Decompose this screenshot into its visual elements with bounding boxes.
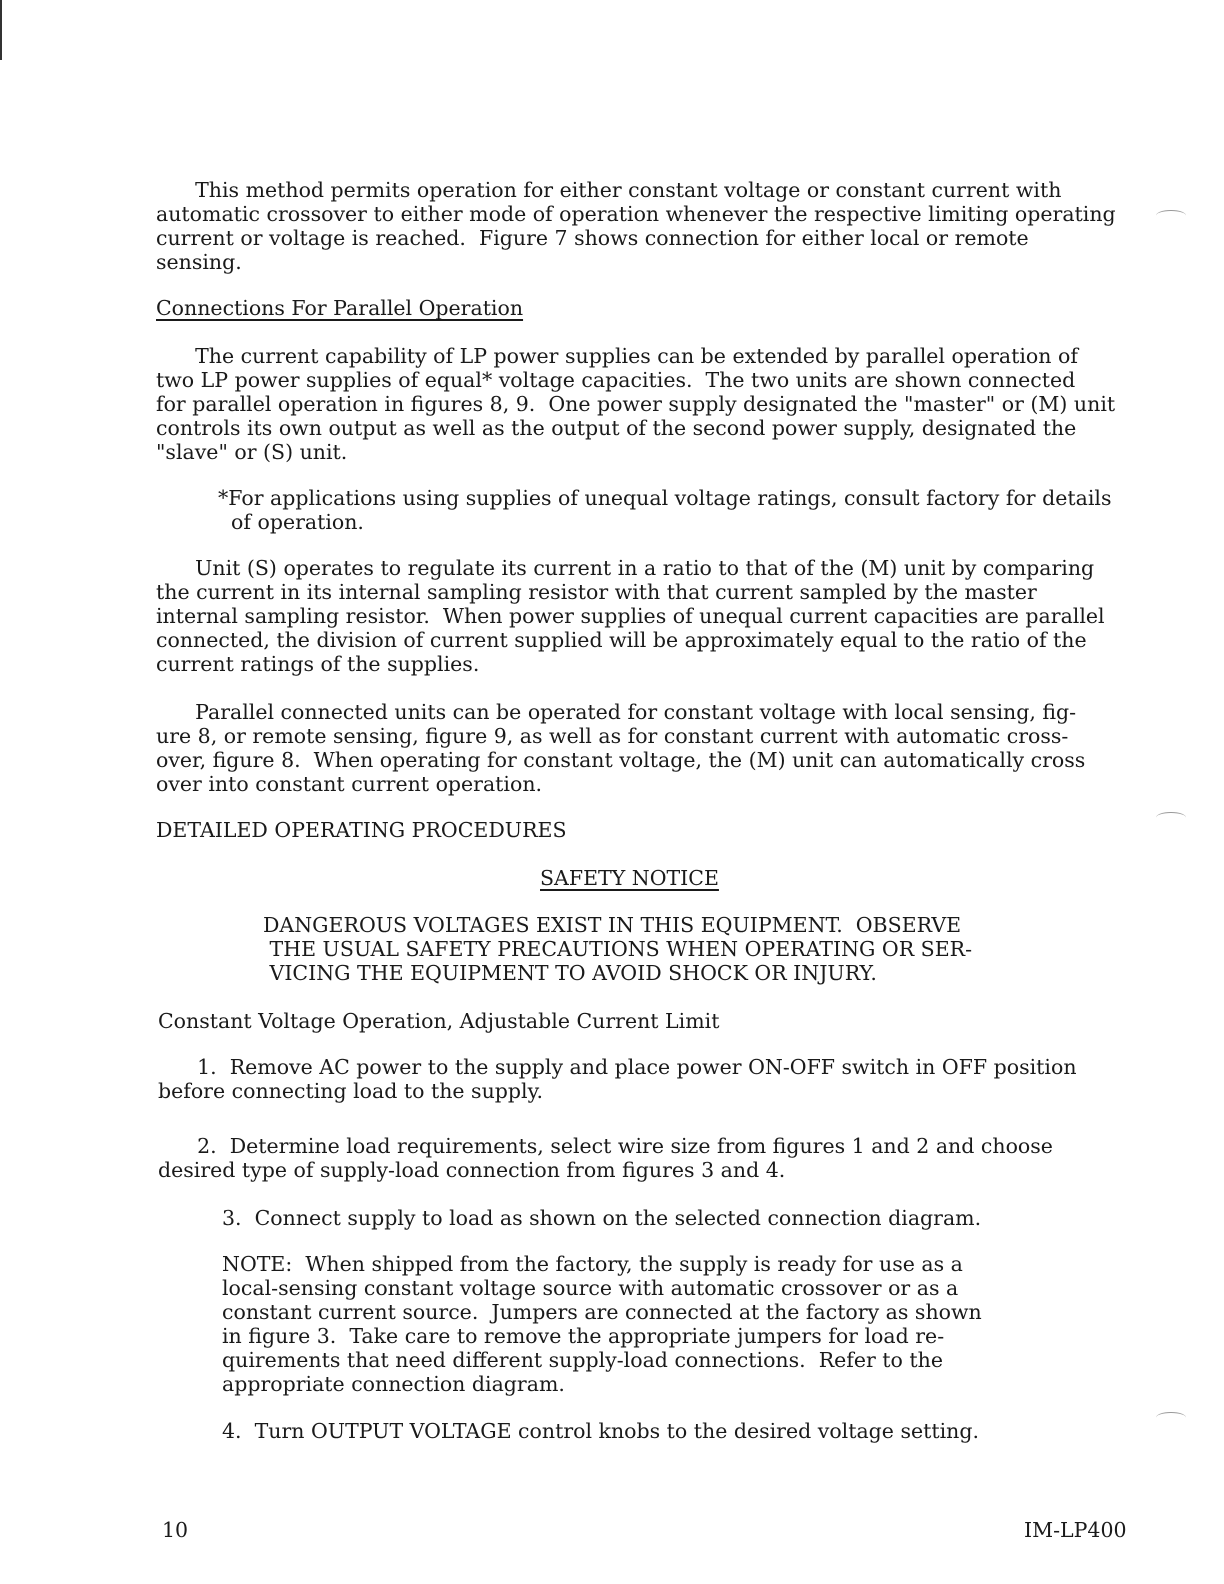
detailed-procedures-heading: DETAILED OPERATING PROCEDURES bbox=[156, 818, 567, 842]
constant-voltage-heading: Constant Voltage Operation, Adjustable Current Limit bbox=[158, 1009, 720, 1033]
safety-notice-text: DANGEROUS VOLTAGES EXIST IN THIS EQUIPMENT. OBSERVE THE USUAL SAFETY PRECAUTIONS WHEN OPERATING OR SER- VICING THE EQUIPMENT TO AVOID SHOCK OR INJURY. bbox=[263, 913, 973, 985]
step-2: 2. Determine load requirements, select wire size from figures 1 and 2 and choose desired type of supply-load connection from figures 3 and 4. bbox=[158, 1134, 1053, 1182]
page-number: 10 bbox=[162, 1518, 189, 1542]
unequal-voltage-footnote: *For applications using supplies of unequal voltage ratings, consult factory for details of operation. bbox=[218, 486, 1112, 534]
binder-hole-mark-3 bbox=[1156, 1412, 1186, 1423]
factory-note: NOTE: When shipped from the factory, the supply is ready for use as a local-sensing constant voltage source with automatic crossover or as a constant current source. Jumpers are connected at the factory as shown in figure 3. Take care to remove the appropriate jumpers for load re- quirements that need different supply-load connections. Refer to the appropriate connection diagram. bbox=[222, 1252, 982, 1396]
parallel-units-paragraph: Parallel connected units can be operated for constant voltage with local sensing, fig- ure 8, or remote sensing, figure 9, as well as for constant current with automatic cross- over, figure 8. When operating for constant voltage, the (M) unit can automatically cross over into constant current operation. bbox=[156, 700, 1086, 796]
document-id: IM-LP400 bbox=[1024, 1518, 1127, 1542]
scan-edge-line bbox=[0, 0, 2, 60]
safety-notice-heading: SAFETY NOTICE bbox=[540, 866, 719, 890]
step-4: 4. Turn OUTPUT VOLTAGE control knobs to the desired voltage setting. bbox=[222, 1419, 979, 1443]
unit-s-paragraph: Unit (S) operates to regulate its current in a ratio to that of the (M) unit by comparing the current in its internal sampling resistor with that current sampled by the master internal sampling resistor. When power supplies of unequal current capacities are parallel connected, the division of current supplied will be approximately equal to the ratio of the current ratings of the supplies. bbox=[156, 556, 1105, 676]
parallel-operation-paragraph: The current capability of LP power supplies can be extended by parallel operation of two LP power supplies of equal* voltage capacities. The two units are shown connected for parallel operation in figures 8, 9. One power supply designated the "master" or (M) unit controls its own output as well as the output of the second power supply, designated the "slave" or (S) unit. bbox=[156, 344, 1116, 464]
intro-paragraph: This method permits operation for either constant voltage or constant current with automatic crossover to either mode of operation whenever the respective limiting operating current or voltage is reached. Figure 7 shows connection for either local or remote sensing. bbox=[156, 178, 1116, 274]
step-3: 3. Connect supply to load as shown on the selected connection diagram. bbox=[222, 1206, 982, 1230]
binder-hole-mark-1 bbox=[1156, 210, 1186, 221]
parallel-operation-heading: Connections For Parallel Operation bbox=[156, 296, 524, 320]
binder-hole-mark-2 bbox=[1156, 812, 1186, 823]
step-1: 1. Remove AC power to the supply and place power ON-OFF switch in OFF position before connecting load to the supply. bbox=[158, 1055, 1077, 1103]
